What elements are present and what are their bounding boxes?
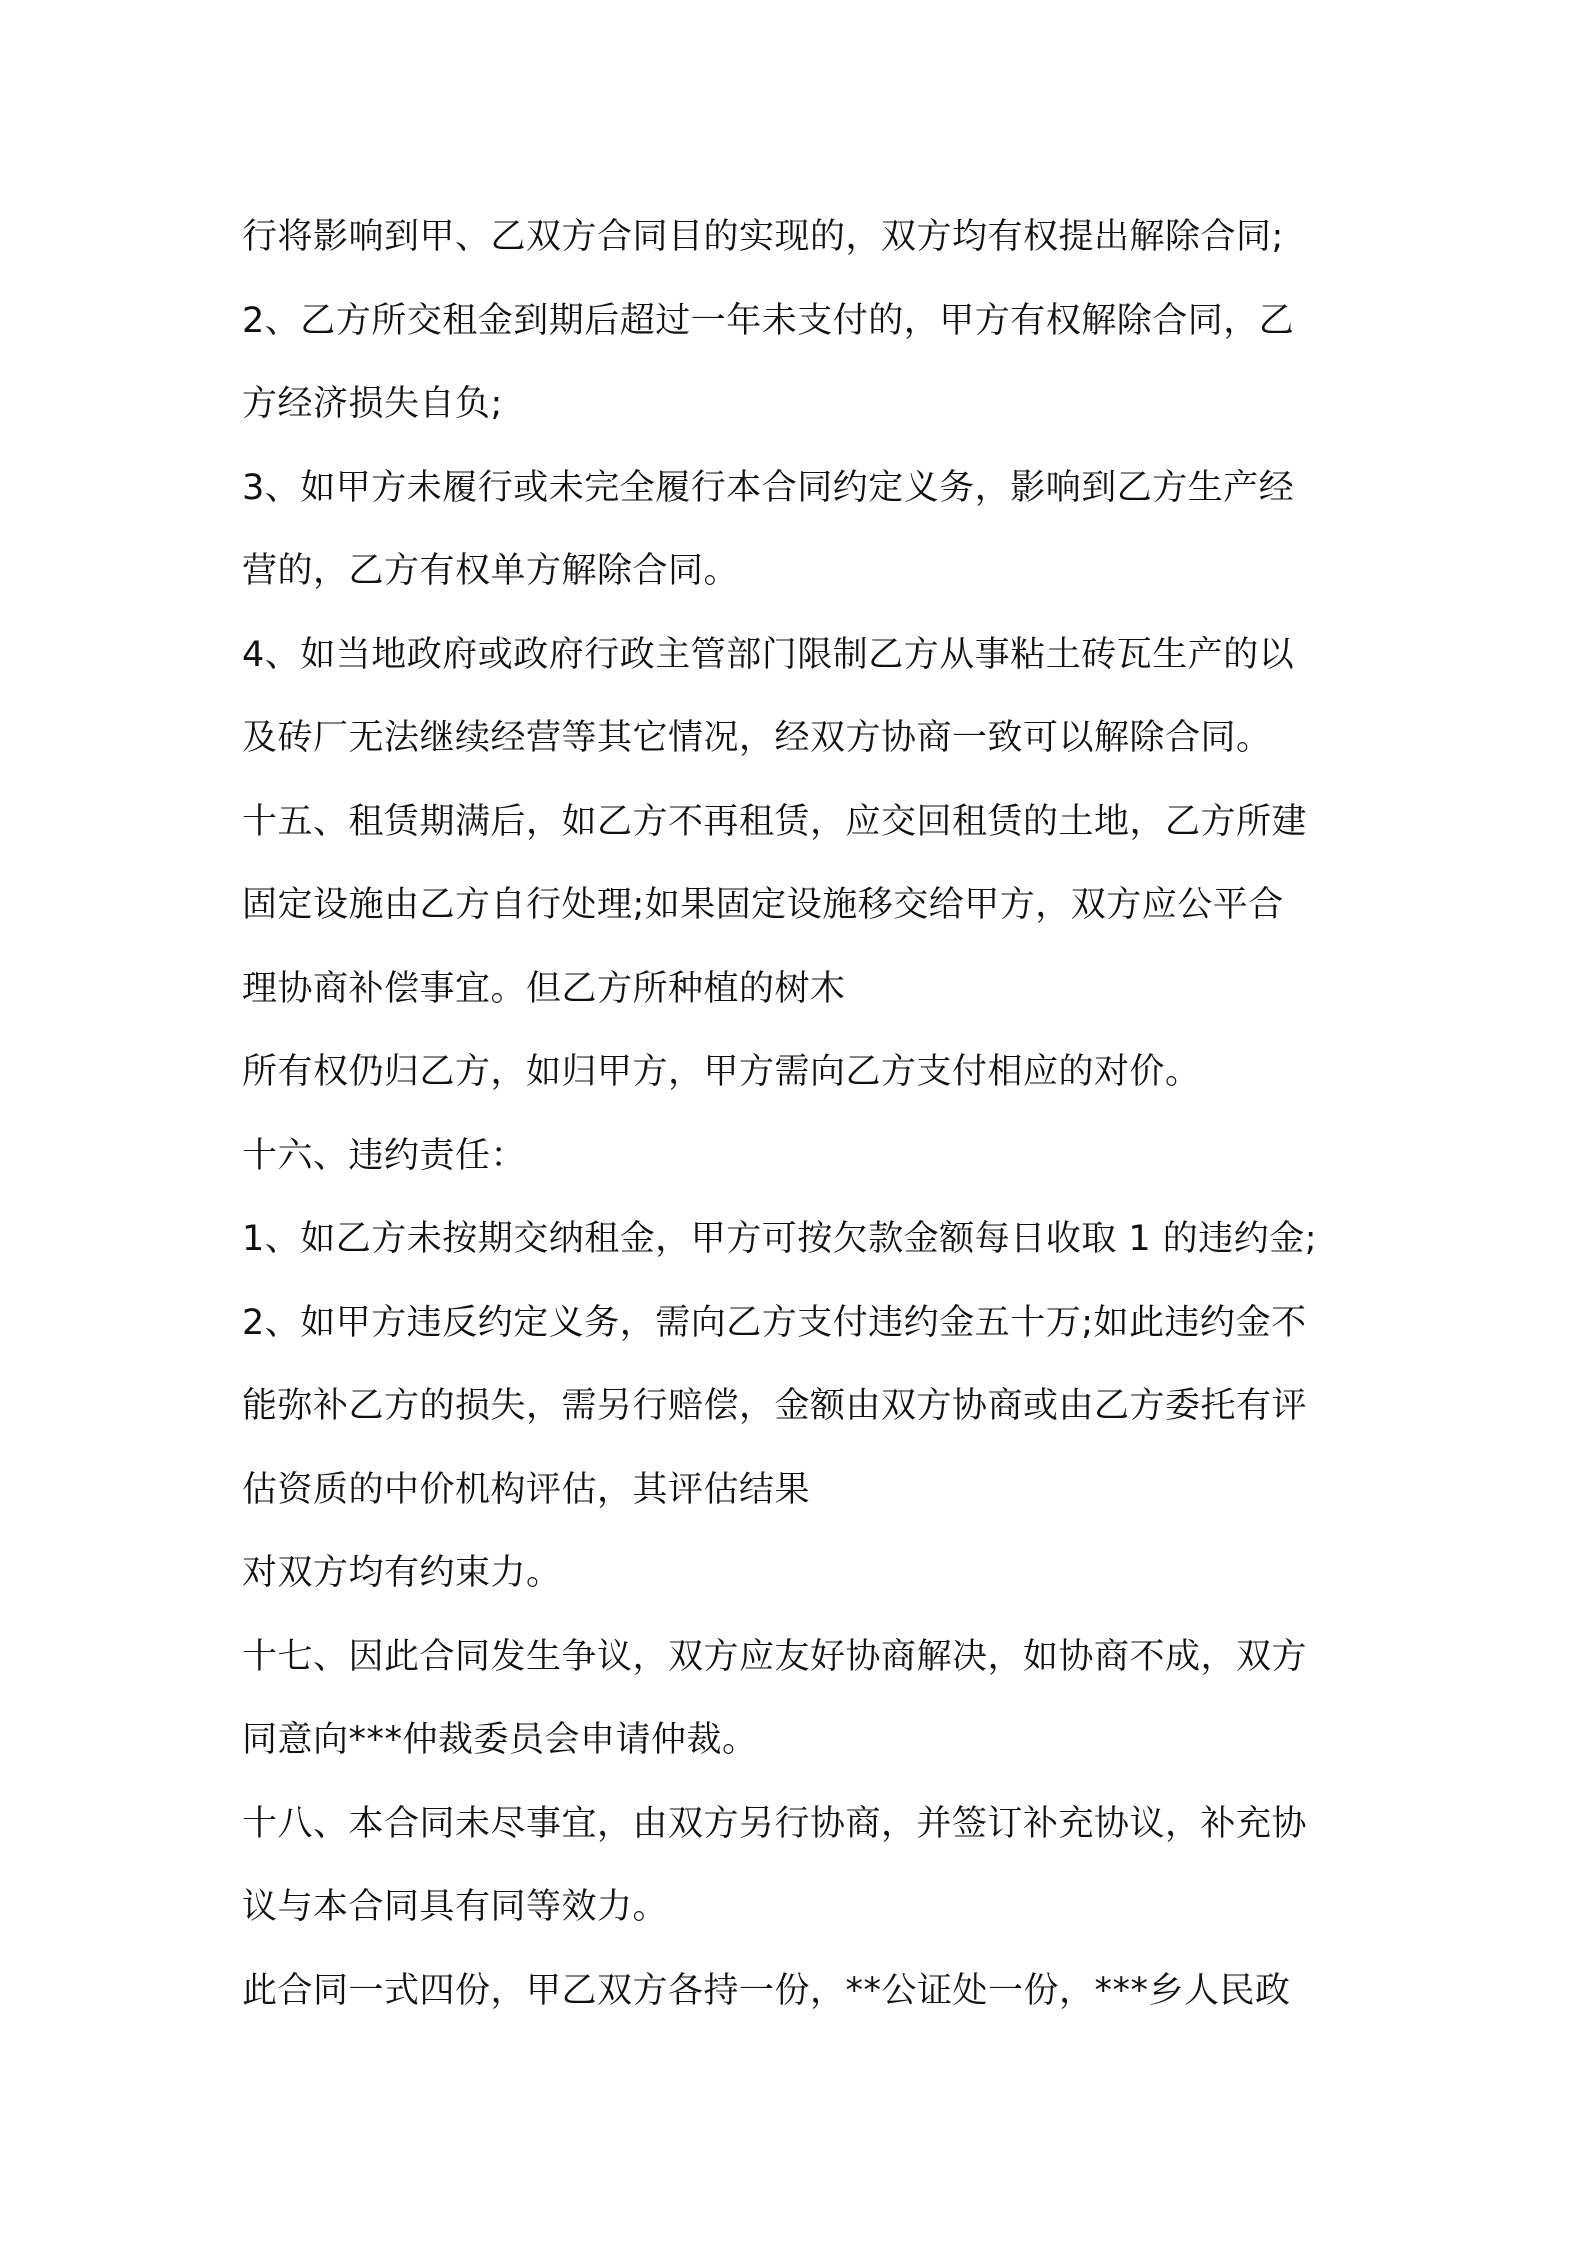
text-line: 议与本合同具有同等效力。 (242, 1887, 669, 1927)
text-line: 十八、本合同未尽事宜，由双方另行协商，并签订补充协议，补充协 (242, 1803, 1308, 1844)
text-line: 能弥补乙方的损失，需另行赔偿，金额由双方协商或由乙方委托有评 (242, 1386, 1308, 1426)
text-line: 十六、违约责任： (242, 1135, 527, 1176)
text-line: 营的，乙方有权单方解除合同。 (242, 551, 740, 591)
text-line: 4、如当地政府或政府行政主管部门限制乙方从事粘土砖瓦生产的以 (242, 634, 1295, 675)
text-line: 3、如甲方未履行或未完全履行本合同约定义务，影响到乙方生产经 (242, 467, 1295, 508)
text-line: 十五、租赁期满后，如乙方不再租赁，应交回租赁的土地，乙方所建 (242, 801, 1308, 842)
text-line: 同意向***仲裁委员会申请仲裁。 (242, 1720, 758, 1760)
text-line: 所有权仍归乙方，如归甲方，甲方需向乙方支付相应的对价。 (242, 1052, 1201, 1092)
text-line: 估资质的中价机构评估，其评估结果 (242, 1469, 811, 1510)
text-line: 对双方均有约束力。 (242, 1553, 562, 1593)
text-line: 2、如甲方违反约定义务，需向乙方支付违约金五十万;如此违约金不 (242, 1302, 1307, 1343)
text-line: 及砖厂无法继续经营等其它情况，经双方协商一致可以解除合同。 (242, 718, 1272, 758)
text-line: 方经济损失自负; (242, 384, 503, 424)
text-line: 行将影响到甲、乙双方合同目的实现的，双方均有权提出解除合同; (242, 217, 1284, 257)
text-line: 此合同一式四份，甲乙双方各持一份，**公证处一份，***乡人民政 (242, 1970, 1291, 2011)
contract-text (242, 196, 1362, 2033)
text-line: 1、如乙方未按期交纳租金，甲方可按欠款金额每日收取 1 的违约金; (242, 1219, 1318, 1259)
text-line: 固定设施由乙方自行处理;如果固定设施移交给甲方，双方应公平合 (242, 885, 1284, 925)
text-line: 十七、因此合同发生争议，双方应友好协商解决，如协商不成，双方 (242, 1636, 1308, 1677)
text-line: 2、乙方所交租金到期后超过一年未支付的，甲方有权解除合同，乙 (242, 300, 1295, 341)
text-line: 理协商补偿事宜。但乙方所种植的树木 (242, 968, 846, 1009)
